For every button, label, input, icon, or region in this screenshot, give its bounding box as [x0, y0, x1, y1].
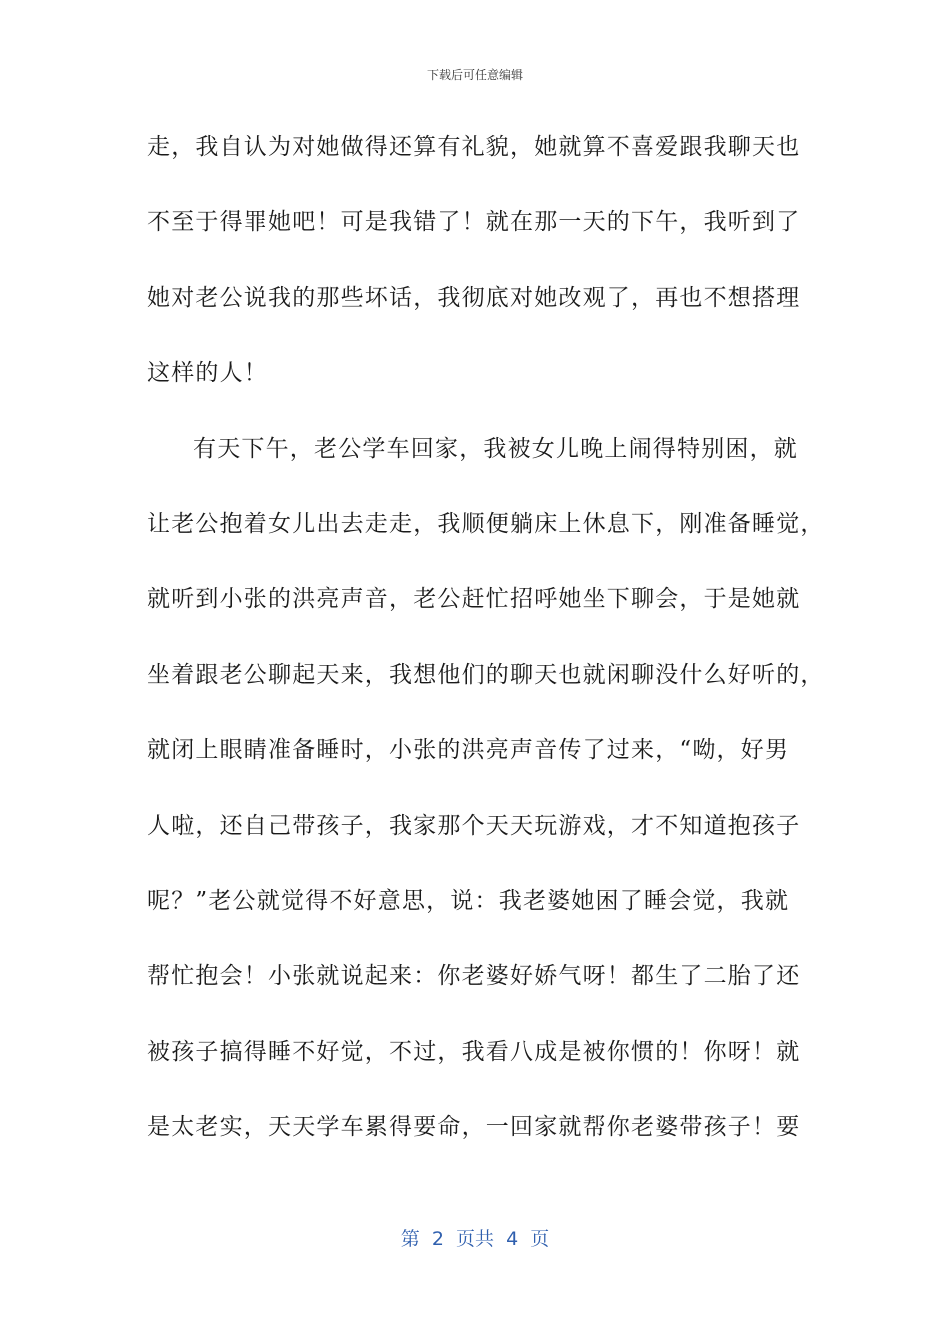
text-line: 让老公抱着女儿出去走走，我顺便躺床上休息下，刚准备睡觉， [147, 510, 825, 537]
text-line: 走，我自认为对她做得还算有礼貌，她就算不喜爱跟我聊天也 [147, 134, 801, 160]
text-line: 人啦，还自己带孩子，我家那个天天玩游戏，才不知道抱孩子 [147, 812, 801, 839]
text-line: 被孩子搞得睡不好觉，不过，我看八成是被你惯的！你呀！就 [147, 1038, 801, 1065]
text-line: 不至于得罪她吧！可是我错了！就在那一天的下午，我听到了 [147, 209, 801, 236]
text-line: 坐着跟老公聊起天来，我想他们的聊天也就闲聊没什么好听的， [147, 661, 825, 688]
paragraph-first-line: 有天下午，老公学车回家，我被女儿晚上闹得特别困，就 [193, 435, 798, 462]
text-line: 就闭上眼睛准备睡时，小张的洪亮声音传了过来，“呦，好男 [147, 737, 790, 764]
document-body [147, 122, 825, 1177]
text-line: 她对老公说我的那些坏话，我彻底对她改观了，再也不想搭理 [147, 284, 801, 311]
page-header: 下载后可任意编辑 [426, 68, 523, 82]
text-line: 呢？”老公就觉得不好意思，说：我老婆她困了睡会觉，我就 [147, 887, 790, 914]
text-line: 是太老实，天天学车累得要命，一回家就帮你老婆带孩子！要 [147, 1114, 801, 1141]
text-line: 帮忙抱会！小张就说起来：你老婆好娇气呀！都生了二胎了还 [147, 963, 801, 990]
text-line: 这样的人！ [147, 360, 268, 387]
text-line: 就听到小张的洪亮声音，老公赶忙招呼她坐下聊会，于是她就 [147, 586, 801, 613]
page-number-footer: 第 2 页共 4 页 [400, 1228, 550, 1250]
